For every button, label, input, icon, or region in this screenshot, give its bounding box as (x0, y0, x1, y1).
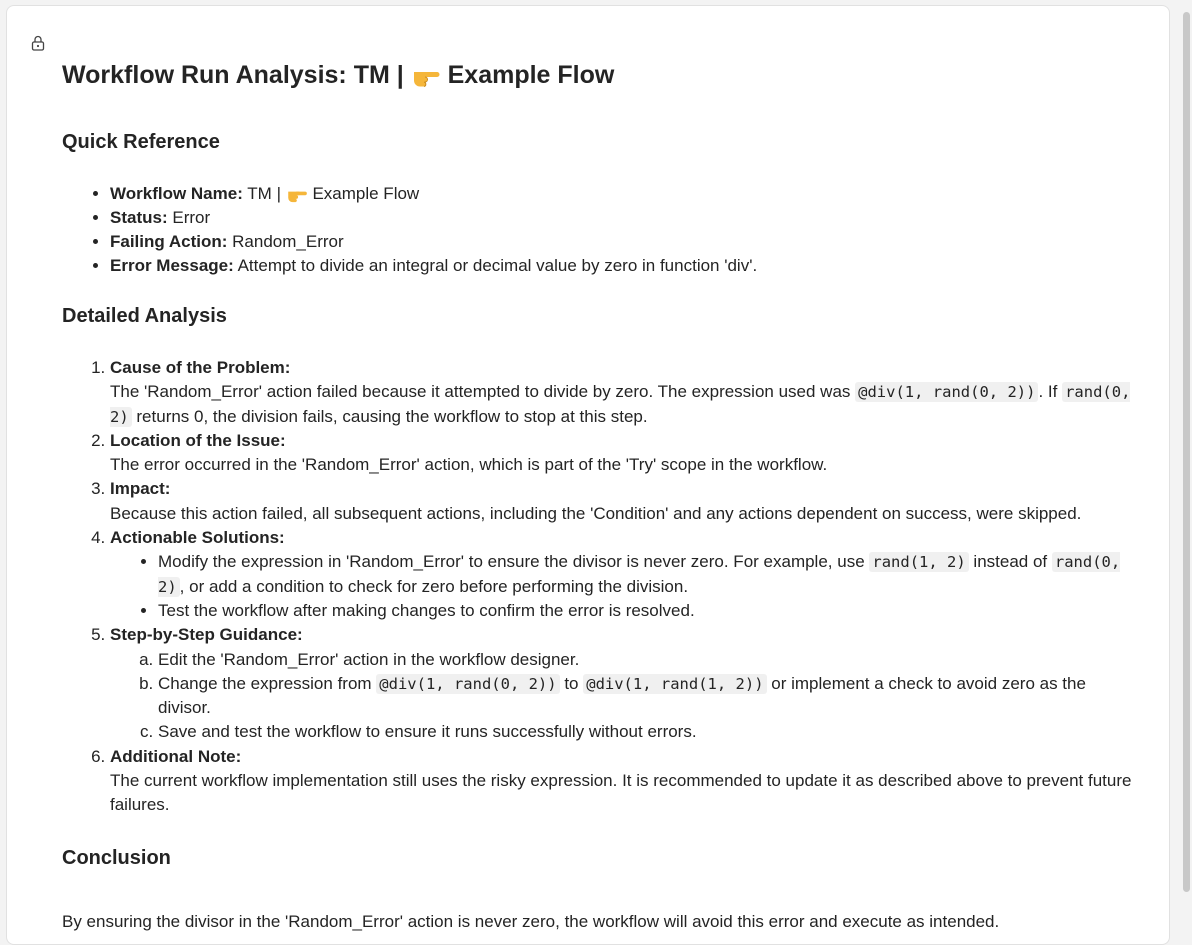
list-item (110, 230, 1132, 254)
status-label: Status: (110, 208, 168, 227)
code-snippet: @div(1, rand(1, 2)) (583, 674, 766, 694)
failing-action-label: Failing Action: (110, 232, 228, 251)
detailed-analysis-heading: Detailed Analysis (62, 305, 227, 327)
list-item: a. Edit the 'Random_Error' action in the workflow designer. (158, 648, 1132, 672)
page-title: Workflow Run Analysis: TM | Example Flow (62, 61, 615, 89)
list-item: b. Change the expression from @div(1, rand(0, 2)) to @div(1, rand(1, 2)) or implement a check to avoid zero as the divisor. (158, 672, 1132, 721)
solutions-list (110, 550, 1132, 623)
list-item (110, 254, 1132, 278)
workflow-name-label: Workflow Name: (110, 184, 243, 203)
detailed-analysis-list (62, 356, 1132, 818)
lock-icon[interactable] (31, 35, 45, 51)
code-snippet: @div(1, rand(0, 2)) (376, 674, 559, 694)
list-item: c. Save and test the workflow to ensure it runs successfully without errors. (158, 720, 1132, 744)
pointing-hand-icon (411, 63, 441, 89)
failing-action-value: Random_Error (232, 232, 344, 251)
list-item: • Modify the expression in 'Random_Error' to ensure the divisor is never zero. For example, use rand(1, 2) instead of rand(0, 2) , or add a condition to check for zero before performing the division. (158, 550, 1132, 599)
analysis-content (62, 58, 1132, 934)
code-snippet: @div(1, rand(0, 2)) (855, 382, 1038, 402)
code-snippet: rand(0, 2) (158, 553, 1121, 596)
analysis-item-location: 2. Location of the Issue: The error occurred in the 'Random_Error' action, which is part of the 'Try' scope in the workflow. (110, 429, 1132, 478)
analysis-item-impact: 3. Impact: Because this action failed, all subsequent actions, including the 'Condition' and any actions dependent on success, were skipped. (110, 477, 1132, 526)
quick-reference-list (62, 182, 1132, 278)
analysis-item-note: 6. Additional Note: The current workflow implementation still uses the risky expression. It is recommended to update it as described above to prevent future failures. (110, 745, 1132, 818)
status-value: Error (172, 208, 211, 227)
code-snippet: rand(1, 2) (869, 552, 968, 572)
conclusion-text: By ensuring the divisor in the 'Random_Error' action is never zero, the workflow will avoid this error and execute as intended. (62, 911, 1000, 931)
conclusion-heading: Conclusion (62, 846, 171, 869)
quick-reference-heading: Quick Reference (62, 131, 220, 153)
scrollbar[interactable] (1183, 12, 1190, 892)
analysis-item-solutions: 4. Actionable Solutions: • Modify the expression in 'Random_Error' to ensure the divisor is never zero. For example, use rand(1, 2) instead of rand(0, 2) , or add a condition to check for zero before performing the division. • Test the workflow after making changes to confirm the error is resolved. (110, 526, 1132, 623)
list-item (110, 206, 1132, 230)
error-message-value: Attempt to divide an integral or decimal value by zero in function 'div'. (237, 256, 758, 275)
code-snippet: rand(0, 2) (110, 383, 1131, 426)
analysis-item-cause: 1. Cause of the Problem: The 'Random_Error' action failed because it attempted to divide by zero. The expression used was @div(1, rand(0, 2)) . If rand(0, 2) returns 0, the division fails, causing the workflow to stop at this step. (110, 356, 1132, 429)
error-message-label: Error Message: (110, 256, 234, 275)
guidance-steps (110, 648, 1132, 745)
analysis-card (6, 5, 1170, 945)
list-item: • Test the workflow after making changes to confirm the error is resolved. (158, 599, 1132, 623)
list-item: • Workflow Name: TM | Example Flow (110, 182, 1132, 206)
pointing-hand-icon (286, 185, 308, 204)
analysis-item-guidance: 5. Step-by-Step Guidance: a. Edit the 'Random_Error' action in the workflow designer. b. Change the expression from @div(1, rand(0, 2)) to @div(1, rand(1, 2)) or implement a check to avoid zero as the divisor. c. Save and test the workflow to ensure it runs successfully without errors. (110, 623, 1132, 744)
